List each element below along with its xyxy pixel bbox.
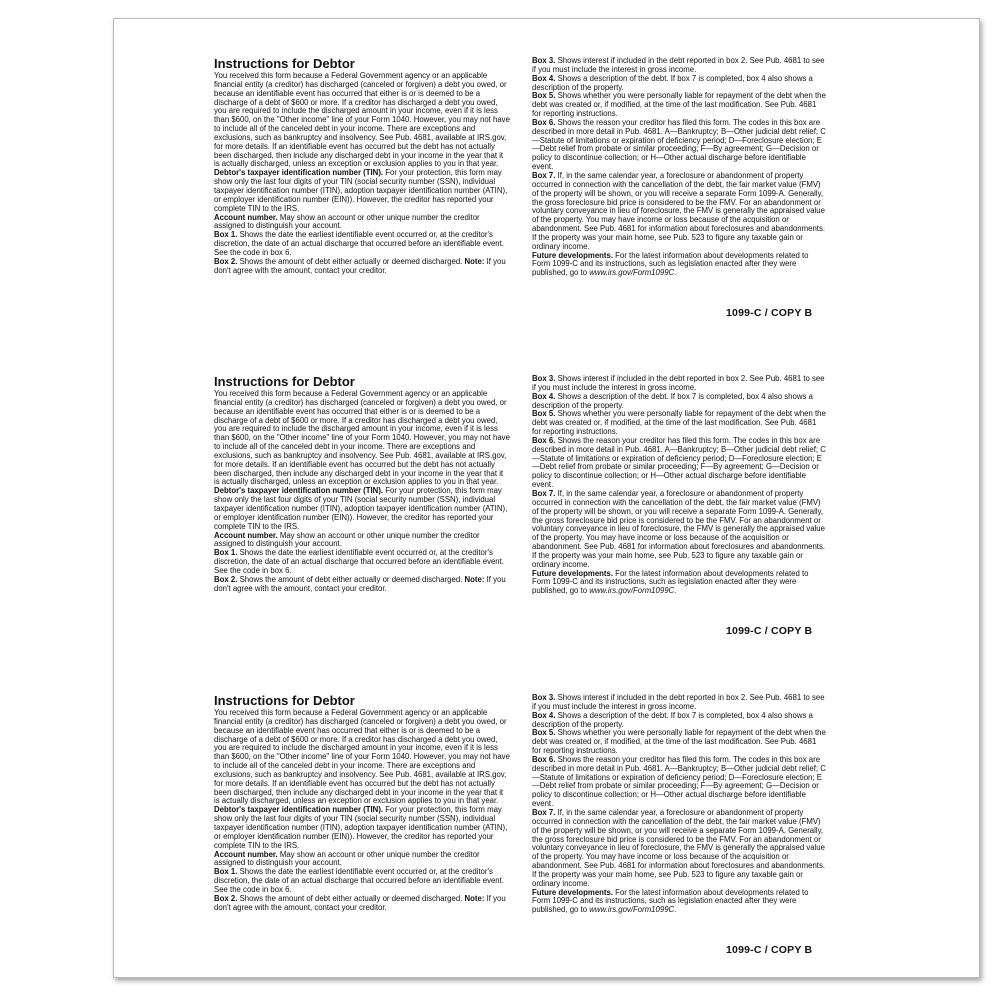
future-text: For the latest information about developments related to Form 1099-C and its instructions, such as legislation enacted after they were published, go to — [532, 568, 809, 596]
box3-label: Box 3. — [532, 374, 556, 383]
copy-section — [114, 19, 981, 339]
box3-text: Shows interest if included in the debt reported in box 2. See Pub. 4681 to see if you must include the interest in gross income. — [532, 374, 825, 392]
intro-paragraph: You received this form because a Federal Government agency or an applicable financial entity (a creditor) has discharged (canceled or forgiven) a debt you owed, or because an identifiable event has occurred that either is or is deemed to be a discharge of a debt of $600 or more. If a creditor has discharged a debt you owed, you are required to include the discharged amount in your income, even if it is less than $600, on the "Other income" line of your Form 1040. However, you may not have to include all of the canceled debt in your income. There are exceptions and exclusions, such as bankruptcy and insolvency. See Pub. 4681, available at IRS.gov, for more details. If an identifiable event has occurred but the debt has not actually been discharged, then include any discharged debt in your income in the year that it is actually discharged, unless an exception or exclusion applies to you in that year. — [214, 71, 510, 169]
box6-paragraph — [532, 756, 826, 809]
note-text: If you don't agree with the amount, contact your creditor. — [214, 574, 506, 593]
box2-paragraph — [214, 895, 510, 913]
box2-label: Box 2. — [214, 256, 238, 266]
future-label: Future developments. — [532, 887, 614, 897]
account-text: May show an account or other unique number the creditor assigned to distinguish your account. — [214, 849, 480, 868]
box3-text: Shows interest if included in the debt reported in box 2. See Pub. 4681 to see if you must include the interest in gross income. — [532, 693, 825, 711]
box5-label: Box 5. — [532, 728, 556, 738]
box2-label: Box 2. — [214, 574, 238, 584]
box1-paragraph — [214, 231, 510, 258]
box7-paragraph — [532, 490, 826, 570]
box7-paragraph — [532, 809, 826, 889]
tin-text: For your protection, this form may show only the last four digits of your TIN (social security number (SSN), individual taxpayer identification number (ITIN), adoption taxpayer identification number (ATIN), or employer identification number (EIN)). However, the creditor has reported your complete TIN to the IRS. — [214, 805, 508, 850]
copy-footer-label: 1099-C / COPY B — [726, 625, 813, 637]
box7-label: Box 7. — [532, 807, 556, 817]
note-label: Note: — [464, 574, 485, 584]
box6-paragraph — [532, 119, 826, 172]
box3-paragraph — [532, 694, 826, 712]
box1-text: Shows the date the earliest identifiable event occurred or, at the creditor's discretion, the date of an actual discharge that occurred before an identifiable event. See the code in box 6. — [214, 548, 504, 575]
box5-text: Shows whether you were personally liable for repayment of the debt when the debt was created or, if modified, at the time of the last modification. See Pub. 4681 for reporting instructions. — [532, 409, 826, 437]
box4-label: Box 4. — [532, 73, 556, 83]
tin-text: For your protection, this form may show only the last four digits of your TIN (social security number (SSN), individual taxpayer identification number (ITIN), adoption taxpayer identification number (ATIN), or employer identification number (EIN)). However, the creditor has reported your complete TIN to the IRS. — [214, 486, 508, 531]
intro-paragraph: You received this form because a Federal Government agency or an applicable financial entity (a creditor) has discharged (canceled or forgiven) a debt you owed, or because an identifiable event has occurred that either is or is deemed to be a discharge of a debt of $600 or more. If a creditor has discharged a debt you owed, you are required to include the discharged amount in your income, even if it is less than $600, on the "Other income" line of your Form 1040. However, you may not have to include all of the canceled debt in your income. There are exceptions and exclusions, such as bankruptcy and insolvency. See Pub. 4681, available at IRS.gov, for more details. If an identifiable event has occurred but the debt has not actually been discharged, then include any discharged debt in your income in the year that it is actually discharged, unless an exception or exclusion applies to you in that year. — [214, 708, 510, 806]
account-text: May show an account or other unique number the creditor assigned to distinguish your account. — [214, 530, 480, 549]
box1-paragraph — [214, 868, 510, 895]
section-heading: Instructions for Debtor — [214, 693, 355, 708]
box3-text: Shows interest if included in the debt reported in box 2. See Pub. 4681 to see if you must include the interest in gross income. — [532, 56, 825, 74]
box7-paragraph — [532, 172, 826, 252]
box4-paragraph — [532, 75, 826, 93]
tin-label: Debtor's taxpayer identification number (TIN). — [214, 168, 384, 178]
note-label: Note: — [464, 893, 485, 903]
future-end: . — [674, 268, 677, 278]
box4-paragraph — [532, 712, 826, 730]
tin-paragraph — [214, 169, 510, 213]
box7-text: If, in the same calendar year, a foreclosure or abandonment of property occurred in connection with the cancellation of the debt, the fair market value (FMV) of the property will be shown, or you will receive a separate Form 1099-A. Generally, the gross foreclosure bid price is considered to be the FMV. For an abandonment or voluntary conveyance in lieu of foreclosure, the FMV is generally the appraised value of the property. You may have income or loss because of the acquisition or abandonment. See Pub. 4681 for information about foreclosures and abandonments. If the property was your main home, see Pub. 523 to figure any taxable gain or ordinary income. — [532, 488, 826, 569]
future-label: Future developments. — [532, 568, 614, 578]
box2-text: Shows the amount of debt either actually or deemed discharged. — [237, 893, 465, 903]
box3-paragraph — [532, 375, 826, 393]
tin-paragraph — [214, 487, 510, 531]
account-label: Account number. — [214, 530, 278, 540]
right-column — [532, 375, 826, 596]
future-paragraph — [532, 570, 826, 597]
box4-label: Box 4. — [532, 391, 556, 401]
account-label: Account number. — [214, 212, 278, 222]
box5-paragraph — [532, 729, 826, 756]
account-paragraph — [214, 214, 510, 232]
account-paragraph — [214, 851, 510, 869]
future-label: Future developments. — [532, 250, 614, 260]
irs-link[interactable]: www.irs.gov/Form1099C — [589, 586, 675, 596]
tin-paragraph — [214, 806, 510, 850]
box1-text: Shows the date the earliest identifiable event occurred or, at the creditor's discretion, the date of an actual discharge that occurred before an identifiable event. See the code in box 6. — [214, 867, 504, 894]
box2-text: Shows the amount of debt either actually or deemed discharged. — [237, 574, 465, 584]
section-heading: Instructions for Debtor — [214, 56, 355, 71]
section-heading: Instructions for Debtor — [214, 374, 355, 389]
box5-label: Box 5. — [532, 409, 556, 419]
box4-text: Shows a description of the debt. If box 7 is completed, box 4 also shows a description of the property. — [532, 710, 813, 729]
note-text: If you don't agree with the amount, contact your creditor. — [214, 256, 506, 275]
right-column — [532, 694, 826, 915]
box2-text: Shows the amount of debt either actually or deemed discharged. — [237, 256, 465, 266]
future-end: . — [674, 586, 677, 596]
box6-text: Shows the reason your creditor has filed this form. The codes in this box are described in more detail in Pub. 4681. A—Bankruptcy; B—Other judicial debt relief; C—Statute of limitations or expiration of deficiency period; D—Foreclosure election; E—Debt relief from probate or similar proceeding; F—By agreement; G—Decision or policy to discontinue collection; or H—Other actual discharge before identifiable event. — [532, 117, 826, 172]
box4-label: Box 4. — [532, 710, 556, 720]
left-column — [214, 375, 510, 593]
box1-label: Box 1. — [214, 548, 238, 558]
box1-text: Shows the date the earliest identifiable event occurred or, at the creditor's discretion, the date of an actual discharge that occurred before an identifiable event. See the code in box 6. — [214, 230, 504, 257]
box2-paragraph — [214, 576, 510, 594]
left-column — [214, 57, 510, 275]
tin-label: Debtor's taxpayer identification number (TIN). — [214, 486, 384, 496]
right-column — [532, 57, 826, 278]
box4-paragraph — [532, 393, 826, 411]
box6-text: Shows the reason your creditor has filed this form. The codes in this box are described in more detail in Pub. 4681. A—Bankruptcy; B—Other judicial debt relief; C—Statute of limitations or expiration of deficiency period; D—Foreclosure election; E—Debt relief from probate or similar proceeding; F—By agreement; G—Decision or policy to discontinue collection; or H—Other actual discharge before identifiable event. — [532, 435, 826, 490]
box6-paragraph — [532, 437, 826, 490]
future-paragraph — [532, 889, 826, 916]
copy-footer-label: 1099-C / COPY B — [726, 307, 813, 319]
box3-label: Box 3. — [532, 693, 556, 702]
box5-label: Box 5. — [532, 91, 556, 101]
form-sheet — [113, 18, 980, 978]
irs-link[interactable]: www.irs.gov/Form1099C — [589, 268, 675, 278]
left-column — [214, 694, 510, 912]
box4-text: Shows a description of the debt. If box 7 is completed, box 4 also shows a description of the property. — [532, 73, 813, 92]
box4-text: Shows a description of the debt. If box 7 is completed, box 4 also shows a description of the property. — [532, 391, 813, 410]
note-label: Note: — [464, 256, 485, 266]
tin-text: For your protection, this form may show only the last four digits of your TIN (social security number (SSN), individual taxpayer identification number (ITIN), adoption taxpayer identification number (ATIN), or employer identification number (EIN)). However, the creditor has reported your complete TIN to the IRS. — [214, 168, 508, 213]
account-text: May show an account or other unique number the creditor assigned to distinguish your account. — [214, 212, 480, 231]
note-text: If you don't agree with the amount, contact your creditor. — [214, 893, 506, 912]
box1-label: Box 1. — [214, 867, 238, 877]
box6-label: Box 6. — [532, 754, 556, 764]
box7-text: If, in the same calendar year, a foreclosure or abandonment of property occurred in connection with the cancellation of the debt, the fair market value (FMV) of the property will be shown, or you will receive a separate Form 1099-A. Generally, the gross foreclosure bid price is considered to be the FMV. For an abandonment or voluntary conveyance in lieu of foreclosure, the FMV is generally the appraised value of the property. You may have income or loss because of the acquisition or abandonment. See Pub. 4681 for information about foreclosures and abandonments. If the property was your main home, see Pub. 523 to figure any taxable gain or ordinary income. — [532, 170, 826, 251]
box5-text: Shows whether you were personally liable for repayment of the debt when the debt was created or, if modified, at the time of the last modification. See Pub. 4681 for reporting instructions. — [532, 91, 826, 119]
box7-label: Box 7. — [532, 170, 556, 180]
copy-section — [114, 337, 981, 657]
box2-paragraph — [214, 258, 510, 276]
future-text: For the latest information about developments related to Form 1099-C and its instructions, such as legislation enacted after they were published, go to — [532, 250, 809, 278]
tin-label: Debtor's taxpayer identification number (TIN). — [214, 805, 384, 815]
box2-label: Box 2. — [214, 893, 238, 903]
box5-text: Shows whether you were personally liable for repayment of the debt when the debt was created or, if modified, at the time of the last modification. See Pub. 4681 for reporting instructions. — [532, 728, 826, 756]
intro-paragraph: You received this form because a Federal Government agency or an applicable financial entity (a creditor) has discharged (canceled or forgiven) a debt you owed, or because an identifiable event has occurred that either is or is deemed to be a discharge of a debt of $600 or more. If a creditor has discharged a debt you owed, you are required to include the discharged amount in your income, even if it is less than $600, on the "Other income" line of your Form 1040. However, you may not have to include all of the canceled debt in your income. There are exceptions and exclusions, such as bankruptcy and insolvency. See Pub. 4681, available at IRS.gov, for more details. If an identifiable event has occurred but the debt has not actually been discharged, then include any discharged debt in your income in the year that it is actually discharged, unless an exception or exclusion applies to you in that year. — [214, 389, 510, 487]
copy-section — [114, 656, 981, 976]
account-label: Account number. — [214, 849, 278, 859]
future-end: . — [674, 905, 677, 915]
copy-footer-label: 1099-C / COPY B — [726, 944, 813, 956]
box1-paragraph — [214, 549, 510, 576]
box5-paragraph — [532, 410, 826, 437]
future-text: For the latest information about developments related to Form 1099-C and its instructions, such as legislation enacted after they were published, go to — [532, 887, 809, 915]
box1-label: Box 1. — [214, 230, 238, 240]
box7-text: If, in the same calendar year, a foreclosure or abandonment of property occurred in connection with the cancellation of the debt, the fair market value (FMV) of the property will be shown, or you will receive a separate Form 1099-A. Generally, the gross foreclosure bid price is considered to be the FMV. For an abandonment or voluntary conveyance in lieu of foreclosure, the FMV is generally the appraised value of the property. You may have income or loss because of the acquisition or abandonment. See Pub. 4681 for information about foreclosures and abandonments. If the property was your main home, see Pub. 523 to figure any taxable gain or ordinary income. — [532, 807, 826, 888]
future-paragraph — [532, 252, 826, 279]
box3-paragraph — [532, 57, 826, 75]
irs-link[interactable]: www.irs.gov/Form1099C — [589, 905, 675, 915]
box6-label: Box 6. — [532, 117, 556, 127]
box6-text: Shows the reason your creditor has filed this form. The codes in this box are described in more detail in Pub. 4681. A—Bankruptcy; B—Other judicial debt relief; C—Statute of limitations or expiration of deficiency period; D—Foreclosure election; E—Debt relief from probate or similar proceeding; F—By agreement; G—Decision or policy to discontinue collection; or H—Other actual discharge before identifiable event. — [532, 754, 826, 809]
box5-paragraph — [532, 92, 826, 119]
box3-label: Box 3. — [532, 56, 556, 65]
box7-label: Box 7. — [532, 488, 556, 498]
box6-label: Box 6. — [532, 435, 556, 445]
account-paragraph — [214, 532, 510, 550]
